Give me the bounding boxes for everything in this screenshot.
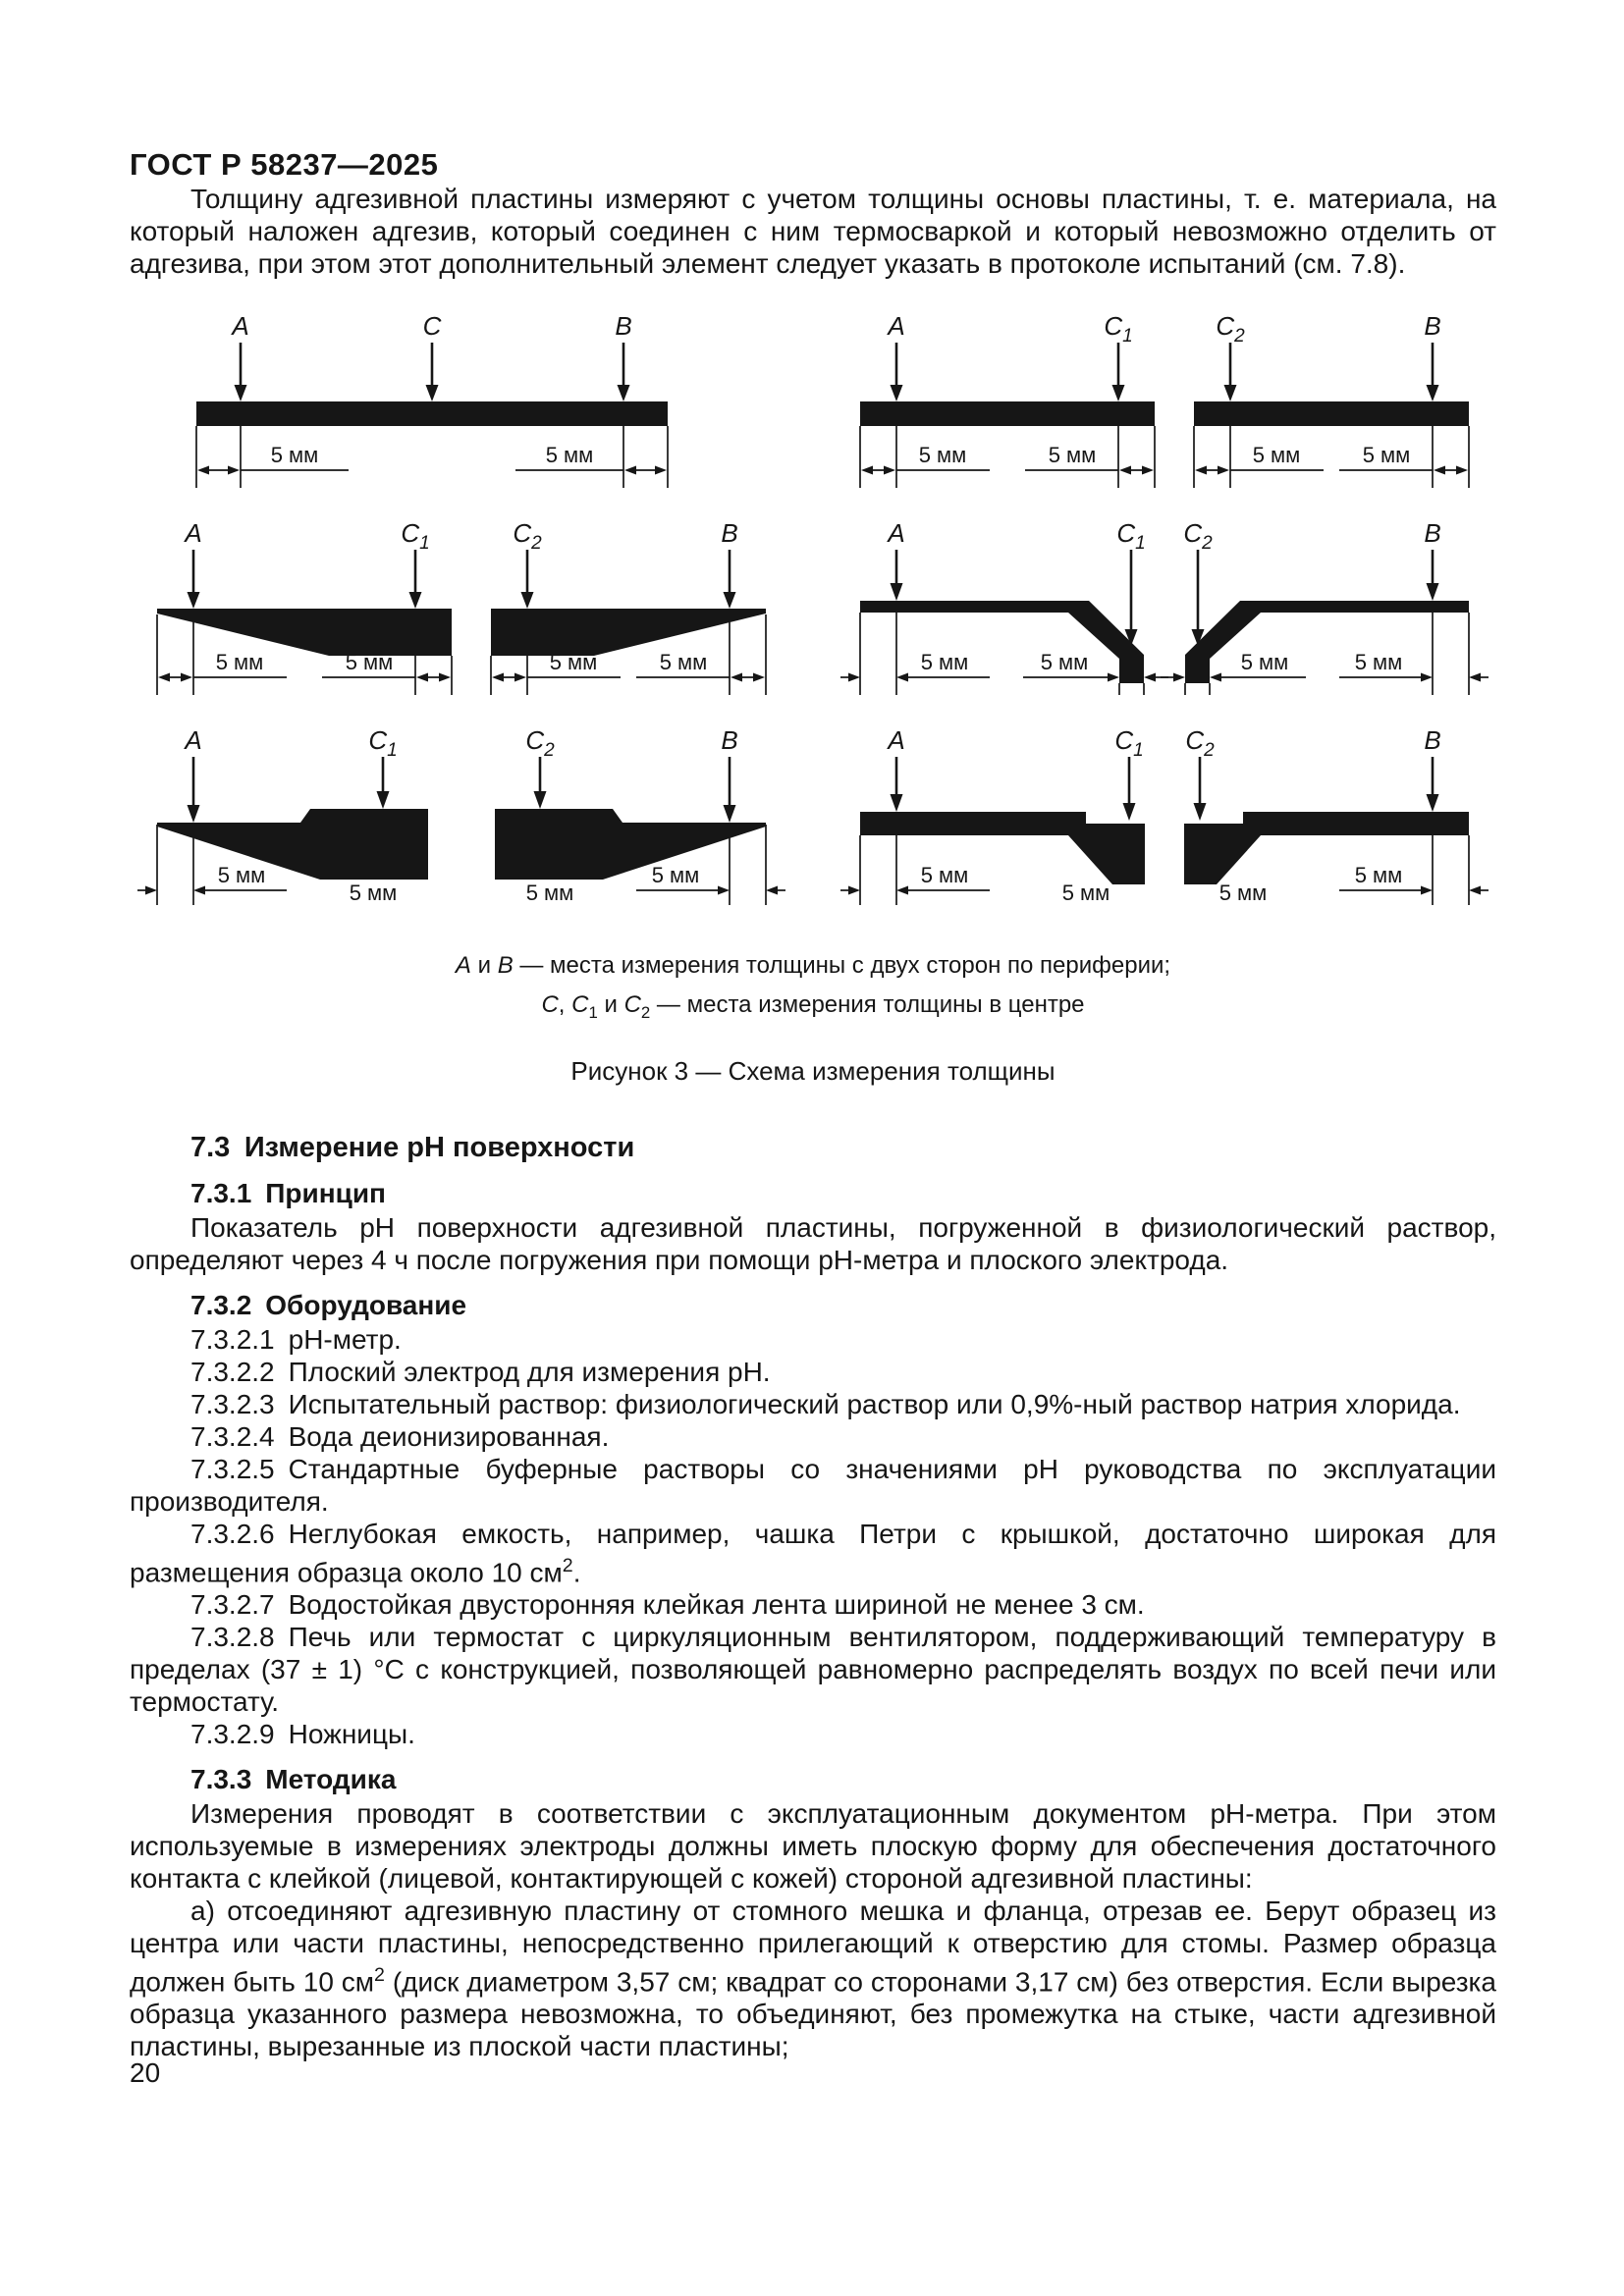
label-A: А xyxy=(888,518,905,548)
doc-code: ГОСТ Р 58237—2025 xyxy=(130,147,439,182)
item-7-3-2-3: 7.3.2.3 Испытательный раствор: физиологический раствор или 0,9%-ный раствор натрия хлорида. xyxy=(190,1388,1461,1419)
point-labels xyxy=(183,725,737,761)
label-B: В xyxy=(1424,725,1441,755)
dim-label: 5 мм xyxy=(549,650,598,674)
label-B: В xyxy=(721,725,738,755)
dim-label: 5 мм xyxy=(1240,650,1289,674)
measure-arrow-icons xyxy=(235,343,630,401)
plate-shape xyxy=(491,609,766,656)
section-7-3-3-title: 7.3.3 Методика xyxy=(190,1764,397,1795)
label-C1: $С_1$ xyxy=(1116,518,1146,554)
item-7-3-2-1: 7.3.2.1 pH-метр. xyxy=(190,1323,402,1355)
item-7-3-2-4: 7.3.2.4 Вода деионизированная. xyxy=(190,1420,610,1452)
label-C2: $С_2$ xyxy=(1185,725,1215,761)
plate-shape xyxy=(860,601,1144,683)
label-B: В xyxy=(1424,311,1441,341)
dimension-lines xyxy=(196,426,668,488)
dim-label: 5 мм xyxy=(217,863,266,887)
dim-label: 5 мм xyxy=(918,443,967,467)
measure-arrow-icons xyxy=(188,757,736,823)
point-labels xyxy=(886,311,1440,347)
intro-paragraph: Толщину адгезивной пластины измеряют с учетом толщины основы пластины, т. е. материала, на который наложен адгезив, который соединен с ним термосваркой и который невозможно отделить от адгезива, при этом этот дополнительный элемент следует указать в протоколе испытаний (см. 7.8). xyxy=(130,184,1496,279)
figure-legend xyxy=(130,946,1496,1033)
dim-label: 5 мм xyxy=(545,443,594,467)
superscript: 2 xyxy=(374,1964,385,1987)
label-A: А xyxy=(185,725,202,755)
point-labels xyxy=(886,518,1440,554)
diagram-tapered-plates xyxy=(137,518,785,710)
section-7-3-1-body: Показатель pH поверхности адгезивной пластины, погруженной в физиологический раствор, определяют через 4 ч после погружения при помощи pH-метра и плоского электрода. xyxy=(130,1211,1496,1275)
label-A: А xyxy=(888,311,905,341)
measure-arrow-icons xyxy=(891,550,1439,646)
section-7-3-title: 7.3 Измерение pH поверхности xyxy=(190,1131,635,1163)
measure-arrow-icons xyxy=(891,757,1439,821)
item-7-3-2-5: 7.3.2.5 Стандартные буферные растворы со значениями pH руководства по эксплуатации производителя. xyxy=(130,1453,1496,1517)
dim-label: 5 мм xyxy=(1354,863,1403,887)
plate-shape xyxy=(196,401,668,426)
diagram-two-flat-plates xyxy=(840,311,1489,503)
item-7-3-2-6: 7.3.2.6 Неглубокая емкость, например, чашка Петри с крышкой, достаточно широкая для размещения образца около 10 $см^2$. xyxy=(130,1518,1496,1588)
figure-caption: Рисунок 3 — Схема измерения толщины xyxy=(570,1055,1056,1086)
dim-label: 5 мм xyxy=(1040,650,1089,674)
label-C: С xyxy=(422,311,442,341)
dim-label: 5 мм xyxy=(651,863,700,887)
dim-label: 5 мм xyxy=(1362,443,1411,467)
measure-arrow-icons xyxy=(891,343,1439,401)
section-7-3-3-body: Измерения проводят в соответствии с эксплуатационным документом pH-метра. При этом используемые в измерениях электроды должны иметь плоскую форму для обеспечения достаточного контакта с клейкой (лицевой, контактирующей с кожей) стороной адгезивной пластины: xyxy=(130,1798,1496,1895)
label-C2: $С_2$ xyxy=(513,518,542,554)
label-C1: $С_1$ xyxy=(1104,311,1133,347)
dim-label: 5 мм xyxy=(345,650,394,674)
plate-shape xyxy=(157,609,452,656)
diagram-flat-plate xyxy=(137,311,785,503)
dim-label: 5 мм xyxy=(1061,881,1110,905)
item-7-3-2-8: 7.3.2.8 Печь или термостат с циркуляционным вентилятором, поддерживающий температуру в пределах (37 ± 1) °С с конструкцией, позволяющей равномерно распределять воздух по всей печи или термостату. xyxy=(130,1622,1496,1718)
label-A: А xyxy=(185,518,202,548)
plate-shape xyxy=(1194,401,1469,426)
superscript: 2 xyxy=(562,1554,573,1576)
plate-shape xyxy=(860,812,1145,884)
dim-label: 5 мм xyxy=(215,650,264,674)
diagram-ramped-plates xyxy=(840,518,1489,710)
label-C2: $С_2$ xyxy=(1183,518,1213,554)
label-B: В xyxy=(1424,518,1441,548)
dim-label: 5 мм xyxy=(270,443,319,467)
label-A: А xyxy=(232,311,249,341)
item-7-3-2-9: 7.3.2.9 Ножницы. xyxy=(190,1719,415,1750)
dim-label: 5 мм xyxy=(525,881,574,905)
dim-label: 5 мм xyxy=(920,650,969,674)
point-labels xyxy=(886,725,1440,761)
dim-label: 5 мм xyxy=(1354,650,1403,674)
diagram-notched-plates xyxy=(840,725,1489,917)
label-C1: $С_1$ xyxy=(368,725,398,761)
section-7-3-1-title: 7.3.1 Принцип xyxy=(190,1177,386,1208)
measure-arrow-icons xyxy=(188,550,736,609)
point-labels xyxy=(183,518,737,554)
item-7-3-2-7: 7.3.2.7 Водостойкая двусторонняя клейкая лента шириной не менее 3 см. xyxy=(190,1589,1145,1621)
label-C1: $С_1$ xyxy=(401,518,430,554)
dim-label: 5 мм xyxy=(1048,443,1097,467)
plate-shape xyxy=(1184,812,1469,884)
label-B: В xyxy=(615,311,632,341)
dim-label: 5 мм xyxy=(659,650,708,674)
label-B: В xyxy=(721,518,738,548)
label-C2: $С_2$ xyxy=(1216,311,1245,347)
dim-label: 5 мм xyxy=(1218,881,1268,905)
plate-shape xyxy=(495,809,766,880)
figure-3 xyxy=(130,311,1496,917)
item-7-3-2-2: 7.3.2.2 Плоский электрод для измерения pH. xyxy=(190,1356,771,1387)
label-C2: $С_2$ xyxy=(525,725,555,761)
page-number: 20 xyxy=(130,2057,161,2088)
label-A: А xyxy=(888,725,905,755)
point-labels xyxy=(230,311,631,341)
plate-shape xyxy=(860,401,1155,426)
plate-shape xyxy=(1185,601,1469,683)
section-7-3-2-title: 7.3.2 Оборудование xyxy=(190,1289,467,1320)
dim-label: 5 мм xyxy=(1252,443,1301,467)
legend-line-periphery: А и В — места измерения толщины с двух сторон по периферии; xyxy=(455,952,1171,979)
label-C1: $С_1$ xyxy=(1114,725,1144,761)
legend-line-center: С, $С_1$ и $С_2$ — места измерения толщины в центре xyxy=(541,991,1085,1022)
diagram-thick-center-plates xyxy=(137,725,785,917)
dim-label: 5 мм xyxy=(920,863,969,887)
plate-shape xyxy=(157,809,428,880)
item-a: а) отсоединяют адгезивную пластину от стомного мешка и фланца, отрезав ее. Берут образец из центра или части пластины, непосредственно прилегающий к отверстию для стомы. Размер образца должен быть 10 $см^2$ (диск диаметром 3,57 см; квадрат со сторонами 3,17 см) без отверстия. Если вырезка образца указанного размера невозможна, то объединяют, без промежутка на стыке, части адгезивной пластины, вырезанные из плоской части пластины; xyxy=(130,1896,1496,2062)
dim-label: 5 мм xyxy=(349,881,398,905)
